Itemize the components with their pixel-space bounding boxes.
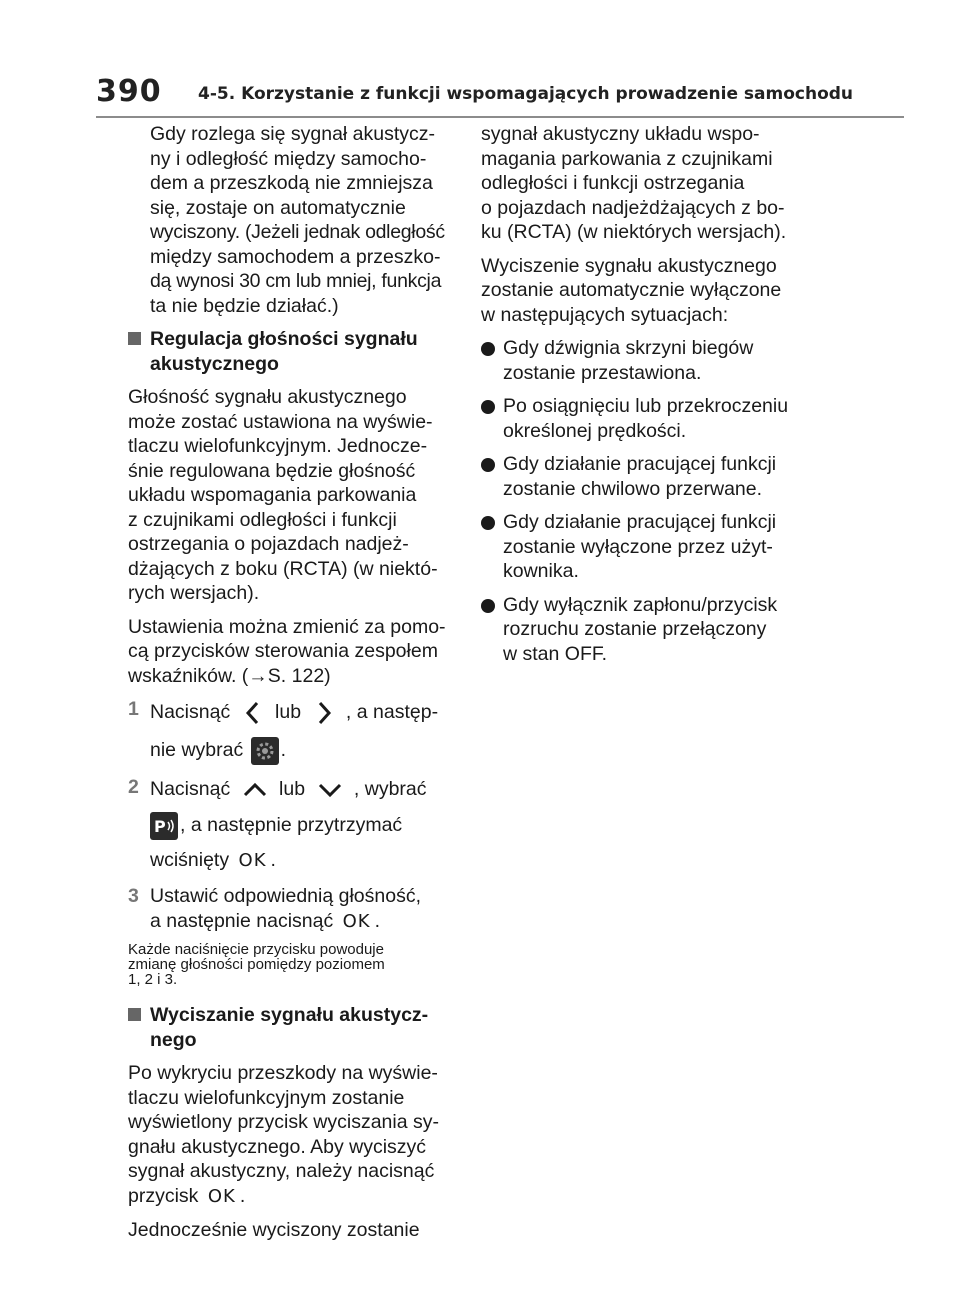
intro-paragraph: Gdy rozlega się sygnał akustycz- ny i odległość między samocho- dem a przeszkodą nie zmniejsza się, zostaje on automatycznie wyciszony. (Jeżeli jednak odległość między samochodem a przeszko- dą wynosi 30 cm lub mniej, funkcja ta nie będzie działać.) [150, 123, 445, 317]
step-number: 3 [128, 885, 139, 907]
bullet-icon [481, 599, 495, 613]
step-1: 1 Nacisnąć lub , a następ- nie wybrać . [128, 697, 453, 767]
list-item: Gdy wyłącznik zapłonu/przycisk rozruchu zostanie przełączony w stan OFF. [481, 593, 816, 667]
chevron-up-icon [242, 780, 268, 800]
left-column [128, 122, 453, 1252]
mute-paragraph: Po wykryciu przeszkody na wyświe- tlaczu wielofunkcyjnym zostanie wyświetlony przycisk wyciszania sy- gnału akustycznego. Aby wyciszyć sygnał akustyczny, należy nacisnąć przycisk OK . [128, 1062, 439, 1207]
list-item: Gdy działanie pracującej funkcji zostanie chwilowo przerwane. [481, 452, 816, 501]
square-bullet-icon [128, 332, 141, 345]
step-3: 3 Ustawić odpowiednią głośność, a następnie nacisnąć OK . [128, 885, 421, 932]
bullet-icon [481, 400, 495, 414]
ok-button-icon: OK [207, 1185, 236, 1207]
list-item: Gdy dźwignia skrzyni biegów zostanie przestawiona. [481, 336, 816, 385]
header-divider [96, 116, 904, 118]
page-number: 390 [96, 74, 162, 109]
section-heading-volume: Regulacja głośności sygnału akustycznego [128, 327, 453, 376]
svg-text:P: P [154, 816, 166, 836]
step-number: 2 [128, 776, 139, 798]
step-number: 1 [128, 698, 139, 720]
mute-cancel-paragraph: Wyciszenie sygnału akustycznego zostanie automatycznie wyłączone w następujących sytuacjach: [481, 254, 782, 326]
chevron-right-icon [313, 700, 335, 726]
bullet-icon [481, 458, 495, 472]
right-column [481, 122, 816, 675]
page-header [96, 72, 904, 116]
continued-paragraph: sygnał akustyczny układu wspo- magania parkowania z czujnikami odległości i funkcji ostrzegania o pojazdach nadjeżdżających z bo- ku (RCTA) (w niektórych wersjach). [481, 123, 787, 243]
list-item: Gdy działanie pracującej funkcji zostanie wyłączone przez użyt- kownika. [481, 510, 816, 584]
settings-paragraph: Ustawienia można zmienić za pomo- cą przycisków sterowania zespołem wskaźników. (→S. 122) [128, 615, 446, 687]
bullet-icon [481, 342, 495, 356]
section-heading-mute: Wyciszanie sygnału akustycz- nego [128, 1003, 453, 1052]
parking-buzzer-icon [150, 812, 178, 840]
square-bullet-icon [128, 1008, 141, 1021]
bullet-icon [481, 516, 495, 530]
list-item: Po osiągnięciu lub przekroczeniu określonej prędkości. [481, 394, 816, 443]
chapter-title: 4-5. Korzystanie z funkcji wspomagających prowadzenie samochodu [198, 84, 854, 104]
gear-icon [251, 737, 279, 765]
step-2: 2 Nacisnąć lub , wybrać P , a następnie przytrzymać wciśnięty OK . [128, 776, 427, 871]
continuation-paragraph: Jednocześnie wyciszony zostanie [128, 1219, 420, 1241]
volume-paragraph: Głośność sygnału akustycznego może zostać ustawiona na wyświe- tlaczu wielofunkcyjnym. Jednocze- śnie regulowana będzie głośność układu wspomagania parkowania z czujnikami odległości i funkcji ostrzegania o pojazdach nadjeż- dżających z boku (RCTA) (w niektó- rych wersjach). [128, 386, 438, 604]
chevron-left-icon [242, 700, 264, 726]
chevron-down-icon [317, 780, 343, 800]
ok-button-icon: OK [342, 910, 371, 932]
note-text: Każde naciśnięcie przycisku powoduje zmianę głośności pomiędzy poziomem 1, 2 i 3. [128, 941, 385, 988]
ok-button-icon: OK [238, 850, 267, 871]
